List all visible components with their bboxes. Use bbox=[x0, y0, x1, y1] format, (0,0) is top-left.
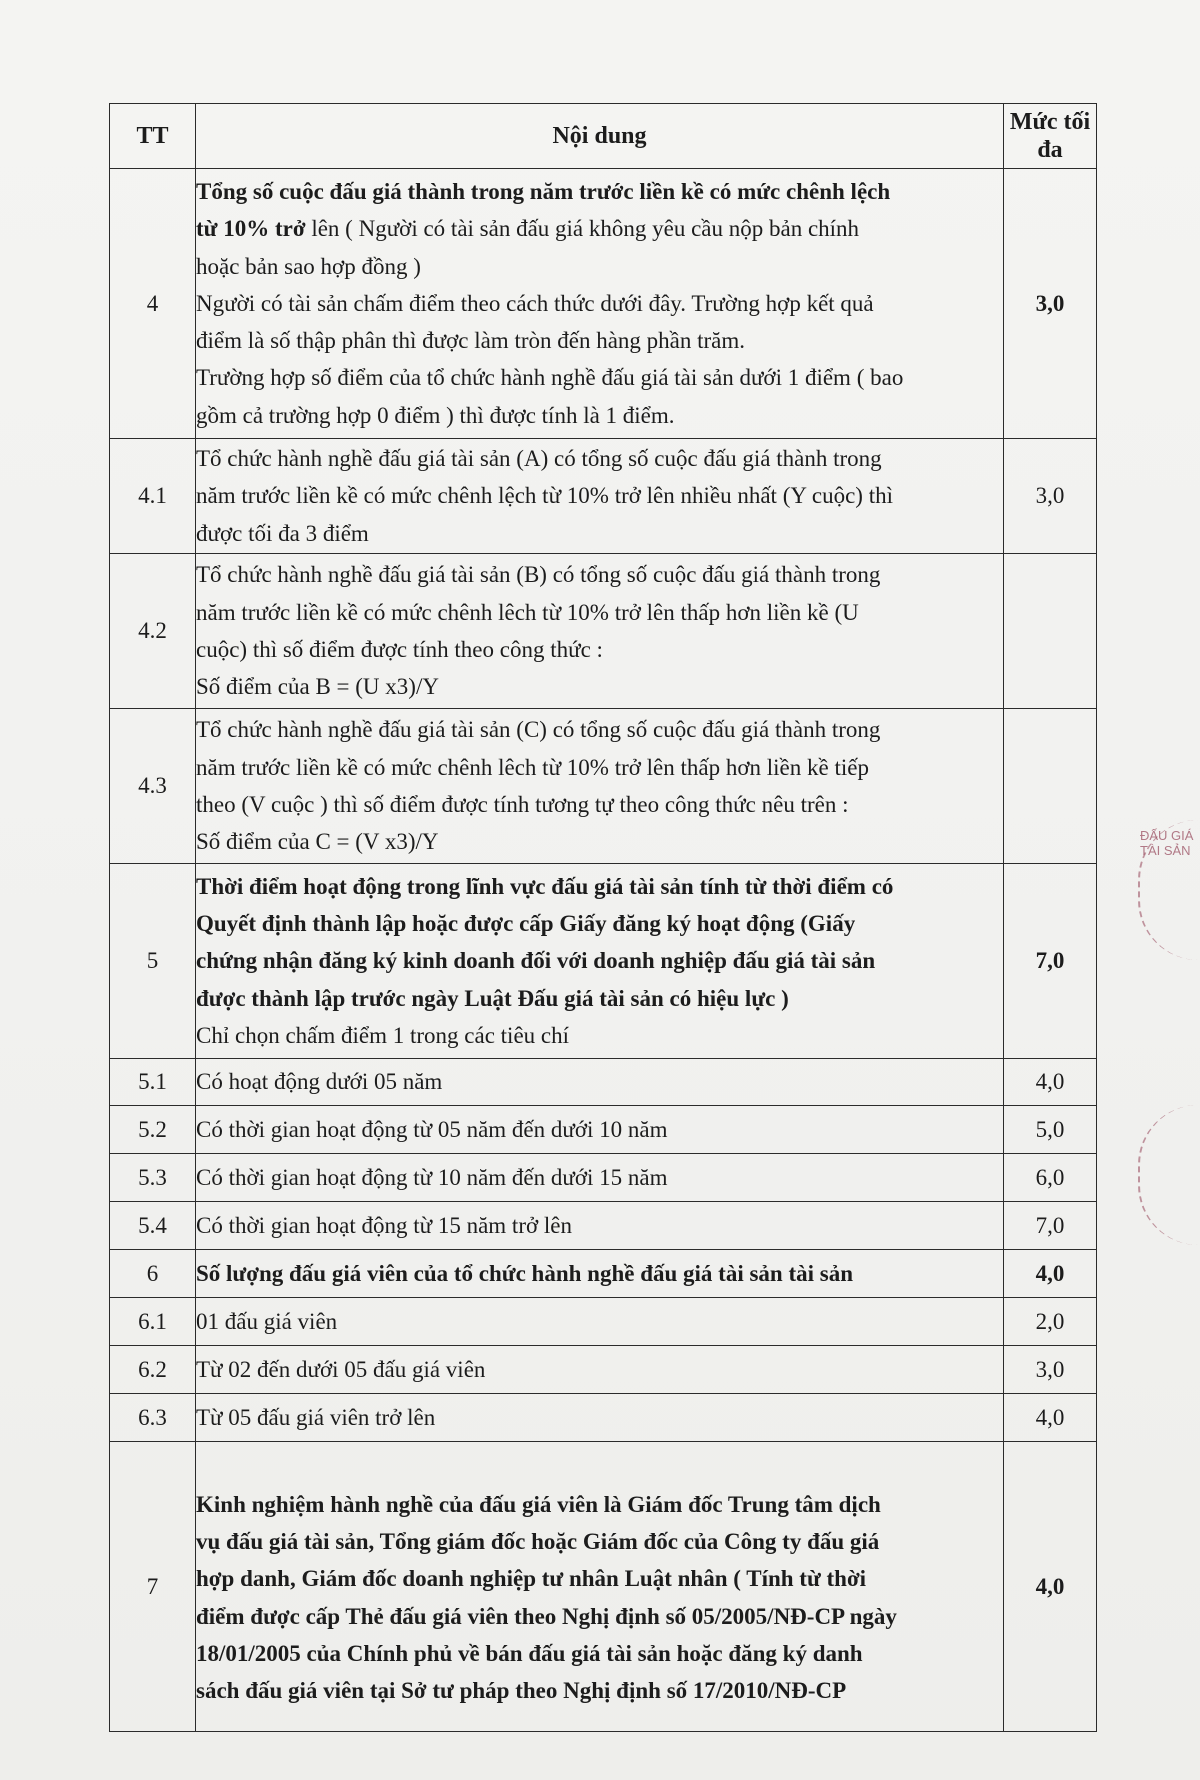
table-row bbox=[110, 1250, 1097, 1298]
table-row bbox=[110, 1298, 1097, 1346]
content-line: Tổ chức hành nghề đấu giá tài sản (A) có tổng số cuộc đấu giá thành trong bbox=[196, 446, 882, 472]
row-number: 6.1 bbox=[110, 1298, 196, 1346]
table-row bbox=[110, 1442, 1097, 1732]
table-row bbox=[110, 439, 1097, 554]
table-row bbox=[110, 1394, 1097, 1442]
table-row bbox=[110, 1202, 1097, 1250]
content-line: điểm là số thập phân thì được làm tròn đến hàng phần trăm. bbox=[196, 328, 746, 354]
content-line: 18/01/2005 của Chính phủ về bán đấu giá tài sản hoặc đăng ký danh bbox=[196, 1640, 863, 1666]
content-line: Tổng số cuộc đấu giá thành trong năm trước liền kề có mức chênh lệch bbox=[196, 178, 891, 204]
row-number: 5.3 bbox=[110, 1154, 196, 1202]
row-content bbox=[196, 1298, 1004, 1346]
content-line: Người có tài sản chấm điểm theo cách thức dưới đây. Trường hợp kết quả bbox=[196, 290, 874, 316]
row-content bbox=[196, 169, 1004, 439]
header-tt: TT bbox=[110, 104, 196, 169]
content-line: Có thời gian hoạt động từ 15 năm trở lên bbox=[196, 1212, 572, 1238]
content-line: từ 10% trở bbox=[196, 216, 306, 242]
row-max-score: 3,0 bbox=[1004, 439, 1097, 554]
table-row bbox=[110, 169, 1097, 439]
table-header-row bbox=[110, 104, 1097, 169]
table-row bbox=[110, 554, 1097, 709]
content-line: Số điểm của C = (V x3)/Y bbox=[196, 829, 439, 855]
row-content bbox=[196, 1442, 1004, 1732]
row-max-score bbox=[1004, 709, 1097, 864]
row-number: 5.1 bbox=[110, 1059, 196, 1106]
row-content bbox=[196, 554, 1004, 709]
row-content bbox=[196, 1154, 1004, 1202]
content-line: Từ 02 đến dưới 05 đấu giá viên bbox=[196, 1356, 486, 1382]
content-line: Thời điểm hoạt động trong lĩnh vực đấu giá tài sản tính từ thời điểm có bbox=[196, 873, 894, 899]
row-number: 6.3 bbox=[110, 1394, 196, 1442]
row-max-score: 2,0 bbox=[1004, 1298, 1097, 1346]
header-max-score bbox=[1004, 104, 1097, 169]
content-line: lên ( Người có tài sản đấu giá không yêu cầu nộp bản chính bbox=[305, 216, 860, 242]
content-line: được thành lập trước ngày Luật Đấu giá tài sản có hiệu lực ) bbox=[196, 985, 789, 1011]
content-line: năm trước liền kề có mức chênh lêch từ 10% trở lên thấp hơn liền kề (U bbox=[196, 599, 859, 625]
content-line: chứng nhận đăng ký kinh doanh đối với doanh nghiệp đấu giá tài sản bbox=[196, 948, 876, 974]
content-line: năm trước liền kề có mức chênh lêch từ 10% trở lên thấp hơn liền kề tiếp bbox=[196, 754, 869, 780]
row-number: 5.2 bbox=[110, 1106, 196, 1154]
table-row bbox=[110, 709, 1097, 864]
content-line: 01 đấu giá viên bbox=[196, 1308, 338, 1334]
row-content bbox=[196, 1106, 1004, 1154]
row-max-score: 3,0 bbox=[1004, 169, 1097, 439]
row-content bbox=[196, 1250, 1004, 1298]
row-content bbox=[196, 1202, 1004, 1250]
seal-stamp bbox=[1138, 1105, 1200, 1245]
row-number: 4.3 bbox=[110, 709, 196, 864]
row-number: 6.2 bbox=[110, 1346, 196, 1394]
content-line: Số lượng đấu giá viên của tổ chức hành nghề đấu giá tài sản tài sản bbox=[196, 1260, 854, 1286]
content-line: vụ đấu giá tài sản, Tổng giám đốc hoặc Giám đốc của Công ty đấu giá bbox=[196, 1528, 880, 1554]
criteria-table bbox=[109, 103, 1097, 1732]
content-line: Chỉ chọn chấm điểm 1 trong các tiêu chí bbox=[196, 1022, 569, 1048]
content-line: Tổ chức hành nghề đấu giá tài sản (C) có tổng số cuộc đấu giá thành trong bbox=[196, 717, 881, 743]
row-content bbox=[196, 709, 1004, 864]
table-row bbox=[110, 1346, 1097, 1394]
row-content bbox=[196, 1059, 1004, 1106]
content-line: hợp danh, Giám đốc doanh nghiệp tư nhân Luật nhân ( Tính từ thời bbox=[196, 1566, 867, 1592]
row-content bbox=[196, 439, 1004, 554]
row-max-score: 3,0 bbox=[1004, 1346, 1097, 1394]
seal-stamp bbox=[1138, 820, 1200, 960]
header-max-line2: đa bbox=[1037, 137, 1063, 163]
row-max-score bbox=[1004, 554, 1097, 709]
content-line: gồm cả trường hợp 0 điểm ) thì được tính là 1 điểm. bbox=[196, 402, 675, 428]
row-max-score: 4,0 bbox=[1004, 1059, 1097, 1106]
content-line: Kinh nghiệm hành nghề của đấu giá viên là Giám đốc Trung tâm dịch bbox=[196, 1491, 881, 1517]
row-content bbox=[196, 1394, 1004, 1442]
content-line: năm trước liền kề có mức chênh lệch từ 10% trở lên nhiều nhất (Y cuộc) thì bbox=[196, 483, 893, 509]
content-line: theo (V cuộc ) thì số điểm được tính tương tự theo công thức nêu trên : bbox=[196, 792, 849, 817]
table-row bbox=[110, 1154, 1097, 1202]
row-max-score: 4,0 bbox=[1004, 1442, 1097, 1732]
table-row bbox=[110, 1106, 1097, 1154]
content-line: Có thời gian hoạt động từ 05 năm đến dưới 10 năm bbox=[196, 1116, 668, 1142]
content-line: sách đấu giá viên tại Sở tư pháp theo Nghị định số 17/2010/NĐ-CP bbox=[196, 1678, 847, 1704]
row-max-score: 7,0 bbox=[1004, 1202, 1097, 1250]
content-line: Từ 05 đấu giá viên trở lên bbox=[196, 1404, 436, 1430]
row-max-score: 6,0 bbox=[1004, 1154, 1097, 1202]
content-line: hoặc bản sao hợp đồng ) bbox=[196, 253, 421, 279]
header-content: Nội dung bbox=[196, 104, 1004, 169]
content-line: điểm được cấp Thẻ đấu giá viên theo Nghị định số 05/2005/NĐ-CP ngày bbox=[196, 1603, 897, 1629]
row-max-score: 7,0 bbox=[1004, 864, 1097, 1059]
stamp-text: ĐẤU GIÁ TÀI SẢN bbox=[1140, 828, 1194, 858]
row-max-score: 5,0 bbox=[1004, 1106, 1097, 1154]
row-number: 5.4 bbox=[110, 1202, 196, 1250]
row-content bbox=[196, 1346, 1004, 1394]
content-line: Số điểm của B = (U x3)/Y bbox=[196, 674, 439, 700]
row-number: 7 bbox=[110, 1442, 196, 1732]
content-line: cuộc) thì số điểm được tính theo công thức : bbox=[196, 637, 603, 662]
content-line: Quyết định thành lập hoặc được cấp Giấy đăng ký hoạt động (Giấy bbox=[196, 911, 856, 937]
content-line: Trường hợp số điểm của tổ chức hành nghề đấu giá tài sản dưới 1 điểm ( bao bbox=[196, 365, 904, 391]
content-line: Tổ chức hành nghề đấu giá tài sản (B) có tổng số cuộc đấu giá thành trong bbox=[196, 562, 881, 588]
table-row bbox=[110, 864, 1097, 1059]
content-line: được tối đa 3 điểm bbox=[196, 520, 369, 546]
row-max-score: 4,0 bbox=[1004, 1394, 1097, 1442]
row-number: 4.2 bbox=[110, 554, 196, 709]
row-number: 4 bbox=[110, 169, 196, 439]
content-line: Có hoạt động dưới 05 năm bbox=[196, 1069, 443, 1095]
content-line: Có thời gian hoạt động từ 10 năm đến dưới 15 năm bbox=[196, 1164, 668, 1190]
row-content bbox=[196, 864, 1004, 1059]
table-row bbox=[110, 1059, 1097, 1106]
header-max-line1: Mức tối bbox=[1009, 109, 1091, 135]
row-number: 5 bbox=[110, 864, 196, 1059]
row-max-score: 4,0 bbox=[1004, 1250, 1097, 1298]
row-number: 4.1 bbox=[110, 439, 196, 554]
row-number: 6 bbox=[110, 1250, 196, 1298]
